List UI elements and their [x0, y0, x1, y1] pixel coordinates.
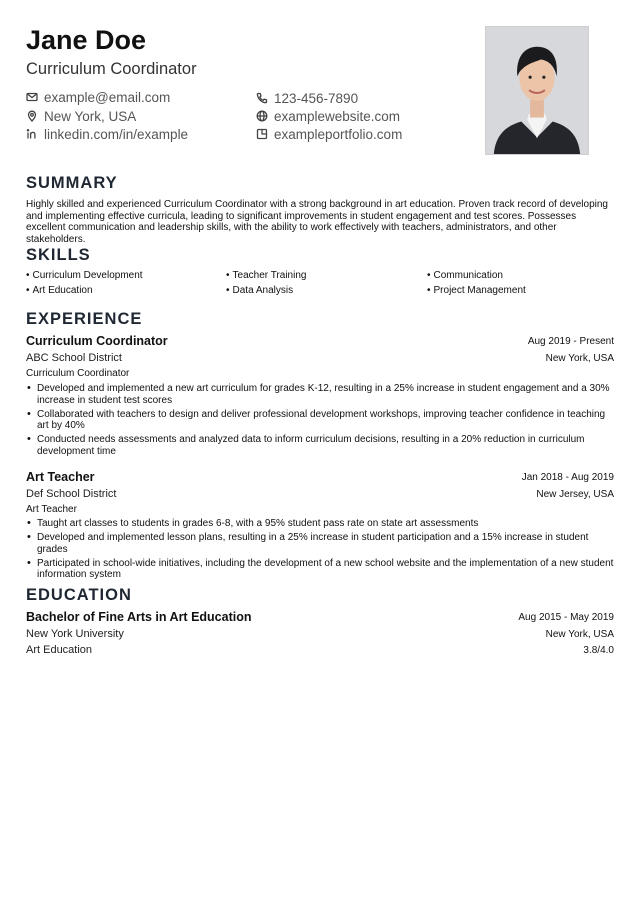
mail-icon: [26, 91, 38, 103]
skill-item: • Data Analysis: [226, 285, 293, 296]
skill-item: • Teacher Training: [226, 270, 306, 281]
section-title-experience: EXPERIENCE: [26, 310, 143, 328]
globe-icon: [256, 110, 268, 122]
contact-phone[interactable]: [256, 89, 358, 107]
job-bullets: [26, 518, 616, 583]
job-title: Art Teacher: [26, 470, 95, 484]
phone-icon: [256, 92, 268, 104]
website-text: examplewebsite.com: [274, 108, 401, 124]
candidate-title: Curriculum Coordinator: [26, 60, 197, 78]
contact-portfolio[interactable]: [256, 125, 402, 143]
job-bullets: [26, 383, 616, 460]
education-dates: Aug 2015 - May 2019: [518, 612, 614, 623]
phone-text: 123-456-7890: [274, 90, 359, 106]
list-item: • Participated in school-wide initiatives, including the development of a new school website and the implementation of a new student information system: [26, 558, 616, 581]
contact-website[interactable]: [256, 107, 400, 125]
candidate-name: Jane Doe: [26, 25, 147, 55]
degree-title: Bachelor of Fine Arts in Art Education: [26, 610, 252, 624]
job-company: ABC School District: [26, 352, 122, 364]
education-school: New York University: [26, 628, 124, 640]
contact-email[interactable]: [26, 88, 170, 106]
location-text: New York, USA: [44, 108, 137, 124]
job-dates: Aug 2019 - Present: [527, 336, 614, 347]
skill-item: • Communication: [427, 270, 503, 281]
skill-item: • Curriculum Development: [26, 270, 143, 281]
contact-location: [26, 107, 136, 125]
portfolio-text: exampleportfolio.com: [274, 126, 403, 142]
job-role: Art Teacher: [26, 504, 77, 515]
resume-header: [26, 24, 466, 79]
job-location: New Jersey, USA: [536, 489, 614, 500]
education-gpa: 3.8/4.0: [583, 645, 614, 656]
skill-item: • Project Management: [427, 285, 526, 296]
profile-photo: [485, 26, 589, 155]
list-item: • Developed and implemented a new art curriculum for grades K-12, resulting in a 25% increase in student engagement and a 30% increase in student test scores: [26, 383, 616, 406]
email-text: example@email.com: [44, 89, 171, 105]
linkedin-text: linkedin.com/in/example: [44, 126, 189, 142]
portfolio-icon: [256, 128, 268, 140]
list-item: • Collaborated with teachers to design and deliver professional development workshops, improving teacher confidence in teaching art by 40%: [26, 409, 616, 432]
list-item: • Taught art classes to students in grades 6-8, with a 95% student pass rate on state art assessments: [26, 518, 616, 530]
job-dates: Jan 2018 - Aug 2019: [521, 472, 614, 483]
job-company: Def School District: [26, 488, 117, 500]
linkedin-icon: [26, 128, 38, 140]
job-role: Curriculum Coordinator: [26, 368, 130, 379]
map-pin-icon: [26, 110, 38, 122]
list-item: • Developed and implemented lesson plans, resulting in a 25% increase in student participation and a 15% increase in student grades: [26, 532, 616, 555]
section-title-skills: SKILLS: [26, 246, 91, 264]
education-field: Art Education: [26, 644, 93, 656]
summary-text: Highly skilled and experienced Curriculum Coordinator with a strong background in art education. Proven track record of developing and implementing effective curricula, leading to significant improvements in student engagement and test scores. Possesses excellent communication and leadership skills, with the ability to work effectively with teachers, administrators, and other stakeholders.: [26, 199, 608, 245]
list-item: • Conducted needs assessments and analyzed data to inform curriculum decisions, resulting in a 20% reduction in curriculum development time: [26, 434, 616, 457]
job-title: Curriculum Coordinator: [26, 334, 168, 348]
education-location: New York, USA: [545, 629, 614, 640]
skill-item: • Art Education: [26, 285, 93, 296]
contact-linkedin[interactable]: [26, 125, 188, 143]
section-title-summary: SUMMARY: [26, 174, 118, 192]
job-location: New York, USA: [545, 353, 614, 364]
section-title-education: EDUCATION: [26, 586, 132, 604]
